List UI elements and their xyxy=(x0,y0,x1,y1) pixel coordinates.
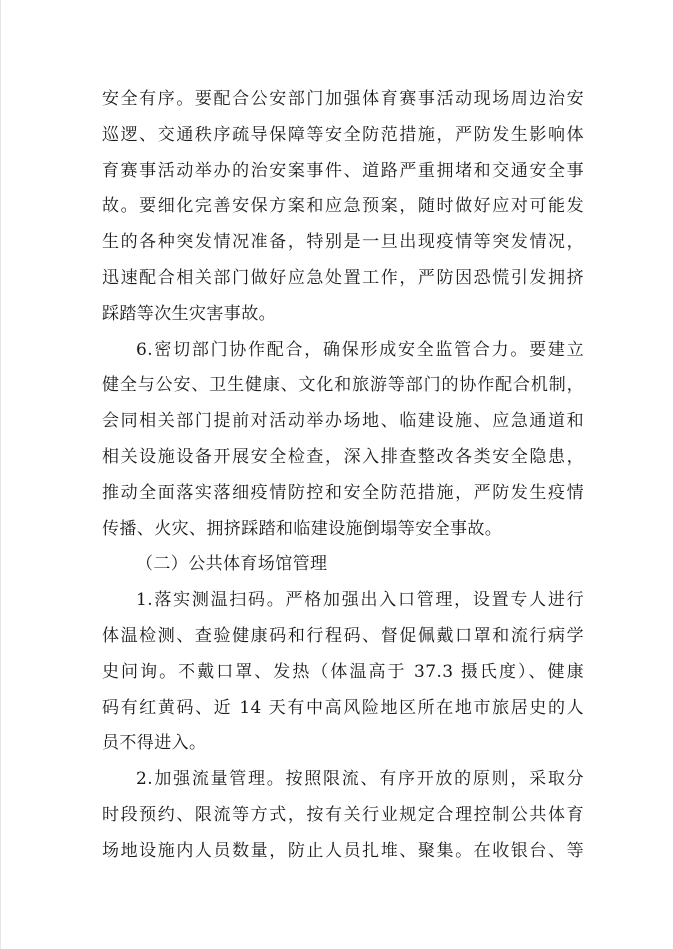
paragraph-line: 史问询。不戴口罩、发热（体温高于 37.3 摄氏度）、健康 xyxy=(102,661,584,682)
paragraph-line: 推动全面落实落细疫情防控和安全防范措施，严防发生疫情 xyxy=(102,482,584,503)
paragraph-line: 体温检测、查验健康码和行程码、督促佩戴口罩和流行病学 xyxy=(102,625,584,646)
paragraph-line: 相关设施设备开展安全检查，深入排查整改各类安全隐患， xyxy=(102,446,584,467)
paragraph-line: 2.加强流量管理。按照限流、有序开放的原则，采取分 xyxy=(136,769,584,790)
paragraph-line: 会同相关部门提前对活动举办场地、临建设施、应急通道和 xyxy=(102,411,584,432)
paragraph-line: 时段预约、限流等方式，按有关行业规定合理控制公共体育 xyxy=(102,804,584,825)
paragraph-line: 健全与公安、卫生健康、文化和旅游等部门的协作配合机制， xyxy=(102,375,584,396)
paragraph-line: 踩踏等次生灾害事故。 xyxy=(102,303,276,324)
paragraph-line: 1.落实测温扫码。严格加强出入口管理，设置专人进行 xyxy=(136,590,584,611)
paragraph-line: 场地设施内人员数量，防止人员扎堆、聚集。在收银台、等 xyxy=(102,840,584,861)
paragraph-line: 故。要细化完善安保方案和应急预案，随时做好应对可能发 xyxy=(102,196,584,217)
paragraph-line: 育赛事活动举办的治安案事件、道路严重拥堵和交通安全事 xyxy=(102,160,584,181)
section-heading: （二）公共体育场馆管理 xyxy=(136,554,328,575)
paragraph-line: 生的各种突发情况准备，特别是一旦出现疫情等突发情况， xyxy=(102,232,584,253)
paragraph-line: 传播、火灾、拥挤踩踏和临建设施倒塌等安全事故。 xyxy=(102,518,503,539)
document-body xyxy=(102,82,584,870)
paragraph-line: 迅速配合相关部门做好应急处置工作，严防因恐慌引发拥挤 xyxy=(102,267,584,288)
paragraph-line: 6.密切部门协作配合，确保形成安全监管合力。要建立 xyxy=(136,339,584,360)
paragraph-line: 巡逻、交通秩序疏导保障等安全防范措施，严防发生影响体 xyxy=(102,124,584,145)
paragraph-line: 安全有序。要配合公安部门加强体育赛事活动现场周边治安 xyxy=(102,89,584,109)
paragraph-line: 员不得进入。 xyxy=(102,733,207,754)
paragraph-line: 码有红黄码、近 14 天有中高风险地区所在地市旅居史的人 xyxy=(102,697,584,718)
